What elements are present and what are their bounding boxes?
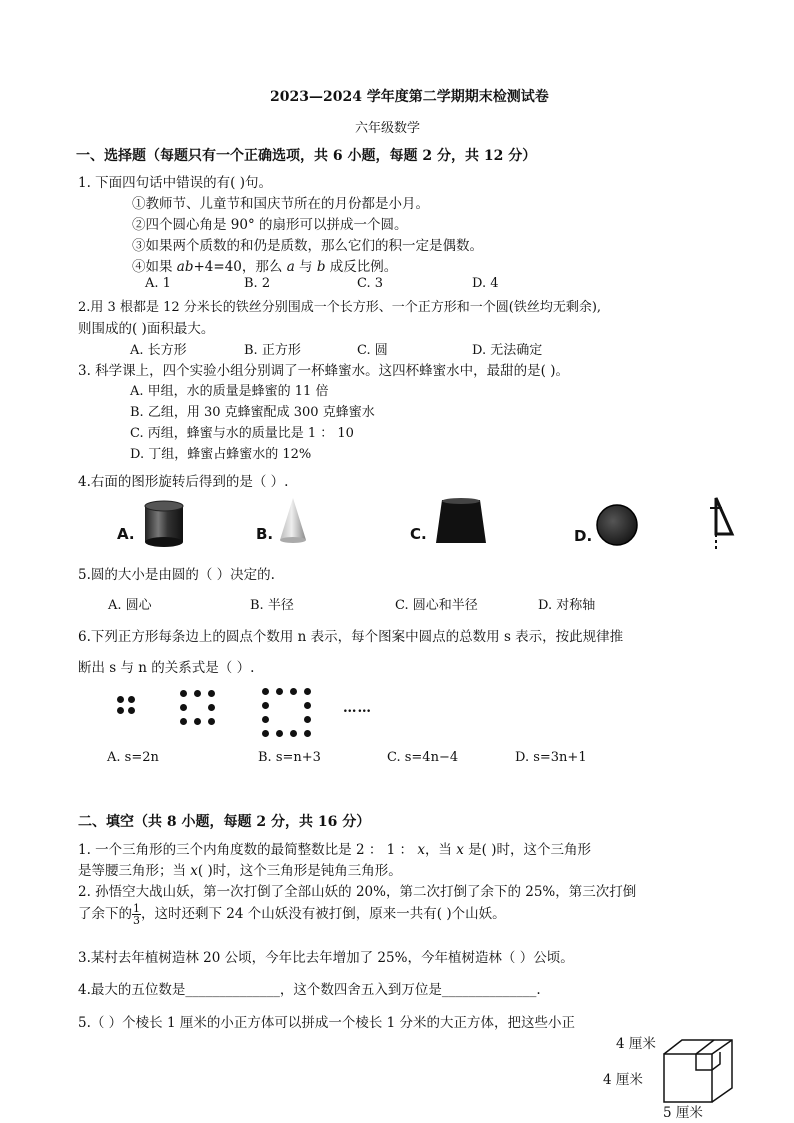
q2-line-1: 2.用 3 根都是 12 分米长的铁丝分别围成一个长方形、一个正方形和一个圆(铁丝均无剩余), [78,300,602,315]
dot-pattern-n3 [180,690,220,730]
q3-option-b: B. 乙组，用 30 克蜂蜜配成 300 克蜂蜜水 [130,405,375,420]
q1-s4-part-e: 与 [294,259,317,275]
fill-q1-part-a: 1. 一个三角形的三个内角度数的最简整数比是 2 ： 1 ： [78,842,418,858]
q3-option-c: C. 丙组，蜂蜜与水的质量比是 1 ： 10 [130,426,354,441]
cylinder-figure [142,500,186,548]
q3-option-a: A. 甲组，水的质量是蜂蜜的 11 倍 [130,384,329,399]
fill-q3: 3.某村去年植树造林 20 公顷，今年比去年增加了 25%，今年植树造林（ ）公顷。 [78,950,574,966]
q1-statement-1: ①教师节、儿童节和国庆节所在的月份都是小月。 [132,196,429,212]
exam-title: 2023—2024 学年度第二学期期末检测试卷 [270,89,549,105]
q5-stem: 5.圆的大小是由圆的（ ）决定的. [78,567,275,583]
frustum-figure [434,497,488,547]
q5-option-a: A. 圆心 [108,598,152,613]
q1-option-d: D. 4 [472,276,499,291]
fill-q1-line-2 [78,859,402,879]
q1-s4-var-b: b [316,259,326,275]
q2-option-b: B. 正方形 [244,343,301,358]
figure-label-left: 4 厘米 [603,1072,643,1088]
sphere-figure [595,503,639,547]
q2-option-c: C. 圆 [357,343,388,358]
fill-q1-var-x-2: x [456,842,464,858]
fill-q4: 4.最大的五位数是______________，这个数四舍五入到万位是______________. [78,982,541,998]
dot-pattern-n2 [117,696,139,718]
q6-option-a: A. s=2n [107,750,159,765]
dot-pattern-n4 [262,688,312,738]
q6-line-1: 6.下列正方形每条边上的圆点个数用 n 表示，每个图案中圆点的总数用 s 表示，按此规律推 [78,629,624,645]
q5-option-c: C. 圆心和半径 [395,598,478,613]
q1-s4-part-g: 成反比例。 [325,259,398,275]
q2-line-2: 则围成的( )面积最大。 [78,321,215,337]
q1-statement-3: ③如果两个质数的和仍是质数，那么它们的积一定是偶数。 [132,238,483,254]
q6-option-c: C. s=4n−4 [387,750,459,765]
q4-label-c: C. [410,525,427,543]
fraction-one-third [132,903,141,926]
fill-q1-part-c: 是( )时，这个三角形 [463,842,591,858]
q4-stem: 4.右面的图形旋转后得到的是（ ）. [78,474,289,490]
q6-line-2: 断出 s 与 n 的关系式是（ ）. [78,660,255,676]
q1-statement-2: ②四个圆心角是 90° 的扇形可以拼成一个圆。 [132,217,408,233]
fill-q1-var-x-3: x [190,863,198,879]
q6-option-d: D. s=3n+1 [515,750,587,765]
q2-option-d: D. 无法确定 [472,343,543,358]
fill-q1-line-1 [78,838,591,858]
q1-option-c: C. 3 [357,276,384,291]
fraction-denominator: 3 [133,914,140,927]
q1-s4-var-ab: ab [176,259,194,275]
q1-s4-part-a: ④如果 [132,259,177,275]
fill-q1-part-b: ，当 [424,842,457,858]
dot-pattern-ellipsis: …… [343,700,372,716]
fill-q2-part-b: ，这时还剩下 24 个山妖没有被打倒，原来一共有( )个山妖。 [141,906,506,922]
q5-option-d: D. 对称轴 [538,598,596,613]
fill-q2-line-2 [78,902,506,926]
q1-statement-4 [132,255,397,275]
cone-figure [278,496,308,546]
q6-option-b: B. s=n+3 [258,750,321,765]
q3-stem: 3. 科学课上，四个实验小组分别调了一杯蜂蜜水。这四杯蜂蜜水中，最甜的是( )。 [78,363,569,379]
stepped-solid-figure [660,1036,740,1106]
q1-s4-part-c: +4=40，那么 [193,259,287,275]
section-2-heading: 二、填空（共 8 小题，每题 2 分，共 16 分） [78,814,371,830]
fill-q2-part-a: 了余下的 [78,906,132,922]
fill-q2-line-1: 2. 孙悟空大战山妖，第一次打倒了全部山妖的 20%，第二次打倒了余下的 25%，第三次打倒 [78,884,637,900]
q4-label-a: A. [117,525,135,543]
figure-label-top: 4 厘米 [616,1036,656,1052]
q2-option-a: A. 长方形 [130,343,187,358]
q3-option-d: D. 丁组，蜂蜜占蜂蜜水的 12% [130,447,312,462]
fill-q1-part-e: ( )时，这个三角形是钝角三角形。 [197,863,402,879]
figure-label-bottom: 5 厘米 [663,1105,703,1121]
q1-s4-var-a: a [286,259,295,275]
q4-label-b: B. [256,525,274,543]
section-1-heading: 一、选择题（每题只有一个正确选项，共 6 小题，每题 2 分，共 12 分） [76,148,537,164]
q5-option-b: B. 半径 [250,598,294,613]
fill-q1-var-x: x [417,842,425,858]
q1-option-a: A. 1 [145,276,171,291]
fill-q1-part-d: 是等腰三角形；当 [78,863,191,879]
exam-subtitle: 六年级数学 [355,121,421,136]
fill-q5: 5.（ ）个棱长 1 厘米的小正方体可以拼成一个棱长 1 分米的大正方体，把这些小正 [78,1015,576,1031]
q1-option-b: B. 2 [244,276,271,291]
rotation-source-figure [706,494,740,554]
q4-label-d: D. [574,527,593,545]
fraction-numerator: 1 [133,902,140,915]
q1-stem: 1. 下面四句话中错误的有( )句。 [78,175,272,191]
